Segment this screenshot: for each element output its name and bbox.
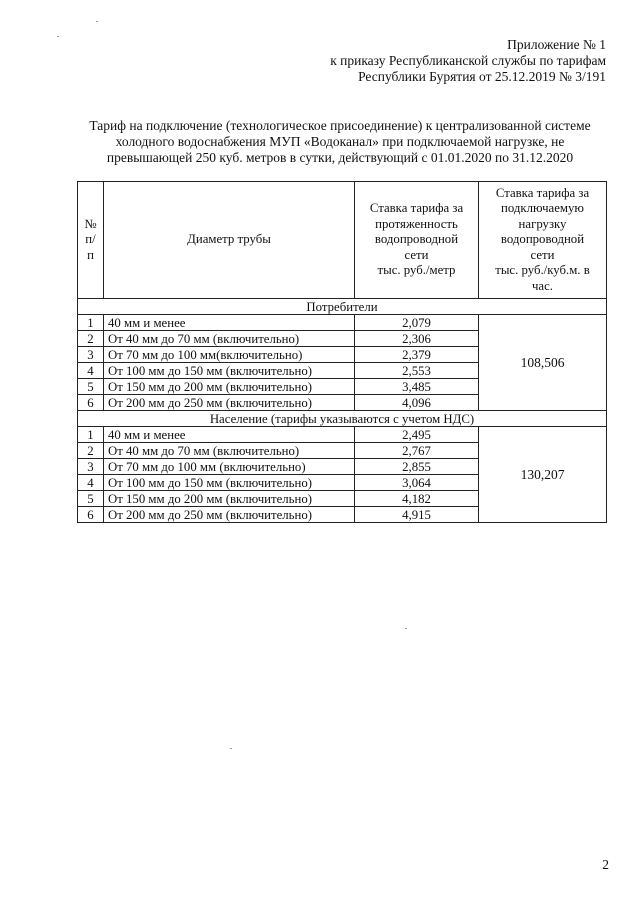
title-line-3: превышающей 250 куб. метров в сутки, действующий с 01.01.2020 по 31.12.2020 bbox=[106, 150, 574, 165]
row-rate: 4,915 bbox=[355, 507, 479, 523]
row-rate: 4,182 bbox=[355, 491, 479, 507]
table-row bbox=[78, 427, 607, 443]
row-diameter: От 100 мм до 150 мм (включительно) bbox=[104, 475, 355, 491]
scan-speck bbox=[96, 21, 98, 22]
row-diameter: От 70 мм до 100 мм (включительно) bbox=[104, 459, 355, 475]
header-rate-length-line: тыс. руб./метр bbox=[377, 263, 456, 278]
header-rate-length bbox=[355, 182, 479, 299]
header-rate-load-line: водопроводной bbox=[500, 232, 585, 247]
row-rate: 2,079 bbox=[355, 315, 479, 331]
title-line-2: холодного водоснабжения МУП «Водоканал» при подключаемой нагрузке, не bbox=[115, 134, 565, 149]
row-diameter: От 200 мм до 250 мм (включительно) bbox=[104, 507, 355, 523]
appendix-line-3: Республики Бурятия от 25.12.2019 № 3/191 bbox=[358, 69, 606, 84]
appendix-header bbox=[330, 37, 606, 85]
row-diameter: От 70 мм до 100 мм(включительно) bbox=[104, 347, 355, 363]
row-number: 1 bbox=[78, 315, 104, 331]
header-rate-load-line: нагрузку bbox=[518, 216, 567, 231]
header-rate-load-line: тыс. руб./куб.м. в bbox=[495, 263, 590, 278]
section-row-consumers bbox=[78, 299, 607, 315]
row-rate: 2,495 bbox=[355, 427, 479, 443]
row-number: 5 bbox=[78, 379, 104, 395]
row-diameter: От 200 мм до 250 мм (включительно) bbox=[104, 395, 355, 411]
header-rate-length-line: протяженность bbox=[375, 216, 458, 231]
document-title bbox=[60, 118, 620, 166]
row-rate: 3,485 bbox=[355, 379, 479, 395]
header-rate-load-line: подключаемую bbox=[501, 201, 584, 216]
header-rate-length-line: водопроводной bbox=[374, 232, 459, 247]
scan-speck bbox=[57, 36, 59, 37]
row-diameter: От 150 мм до 200 мм (включительно) bbox=[104, 379, 355, 395]
title-line-1: Тариф на подключение (технологическое присоединение) к централизованной системе bbox=[89, 118, 591, 133]
appendix-line-2: к приказу Республиканской службы по тарифам bbox=[330, 53, 606, 68]
row-rate: 2,855 bbox=[355, 459, 479, 475]
row-diameter: От 150 мм до 200 мм (включительно) bbox=[104, 491, 355, 507]
row-rate: 4,096 bbox=[355, 395, 479, 411]
load-rate-cell: 108,506 bbox=[479, 315, 607, 411]
row-number: 5 bbox=[78, 491, 104, 507]
row-number: 4 bbox=[78, 363, 104, 379]
header-diameter: Диаметр трубы bbox=[104, 182, 355, 299]
row-number: 1 bbox=[78, 427, 104, 443]
row-rate: 2,767 bbox=[355, 443, 479, 459]
header-rate-load-line: сети bbox=[530, 247, 555, 262]
header-number bbox=[78, 182, 104, 299]
header-rate-load-line: Ставка тарифа за bbox=[495, 185, 590, 200]
header-number-line-2: п/п bbox=[85, 232, 96, 262]
row-number: 6 bbox=[78, 395, 104, 411]
row-number: 2 bbox=[78, 331, 104, 347]
row-diameter: 40 мм и менее bbox=[104, 315, 355, 331]
header-rate-load bbox=[479, 182, 607, 299]
row-rate: 2,553 bbox=[355, 363, 479, 379]
tariff-table bbox=[77, 181, 607, 523]
row-diameter: От 40 мм до 70 мм (включительно) bbox=[104, 331, 355, 347]
row-rate: 3,064 bbox=[355, 475, 479, 491]
row-number: 6 bbox=[78, 507, 104, 523]
row-diameter: От 100 мм до 150 мм (включительно) bbox=[104, 363, 355, 379]
row-number: 3 bbox=[78, 459, 104, 475]
header-rate-length-line: сети bbox=[404, 247, 429, 262]
row-rate: 2,379 bbox=[355, 347, 479, 363]
appendix-line-1: Приложение № 1 bbox=[507, 37, 606, 52]
load-rate-cell: 130,207 bbox=[479, 427, 607, 523]
header-rate-load-line: час. bbox=[532, 278, 553, 293]
page-number: 2 bbox=[602, 857, 609, 872]
scan-speck bbox=[405, 628, 407, 629]
table-row bbox=[78, 315, 607, 331]
row-number: 3 bbox=[78, 347, 104, 363]
section-title: Потребители bbox=[78, 299, 607, 315]
header-number-line-1: № bbox=[84, 216, 97, 231]
section-title: Население (тарифы указываются с учетом НДС) bbox=[78, 411, 607, 427]
scan-speck bbox=[230, 748, 232, 749]
row-diameter: 40 мм и менее bbox=[104, 427, 355, 443]
header-rate-length-line: Ставка тарифа за bbox=[369, 201, 464, 216]
section-row-population bbox=[78, 411, 607, 427]
table-header-row bbox=[78, 182, 607, 299]
row-diameter: От 40 мм до 70 мм (включительно) bbox=[104, 443, 355, 459]
row-rate: 2,306 bbox=[355, 331, 479, 347]
row-number: 2 bbox=[78, 443, 104, 459]
row-number: 4 bbox=[78, 475, 104, 491]
